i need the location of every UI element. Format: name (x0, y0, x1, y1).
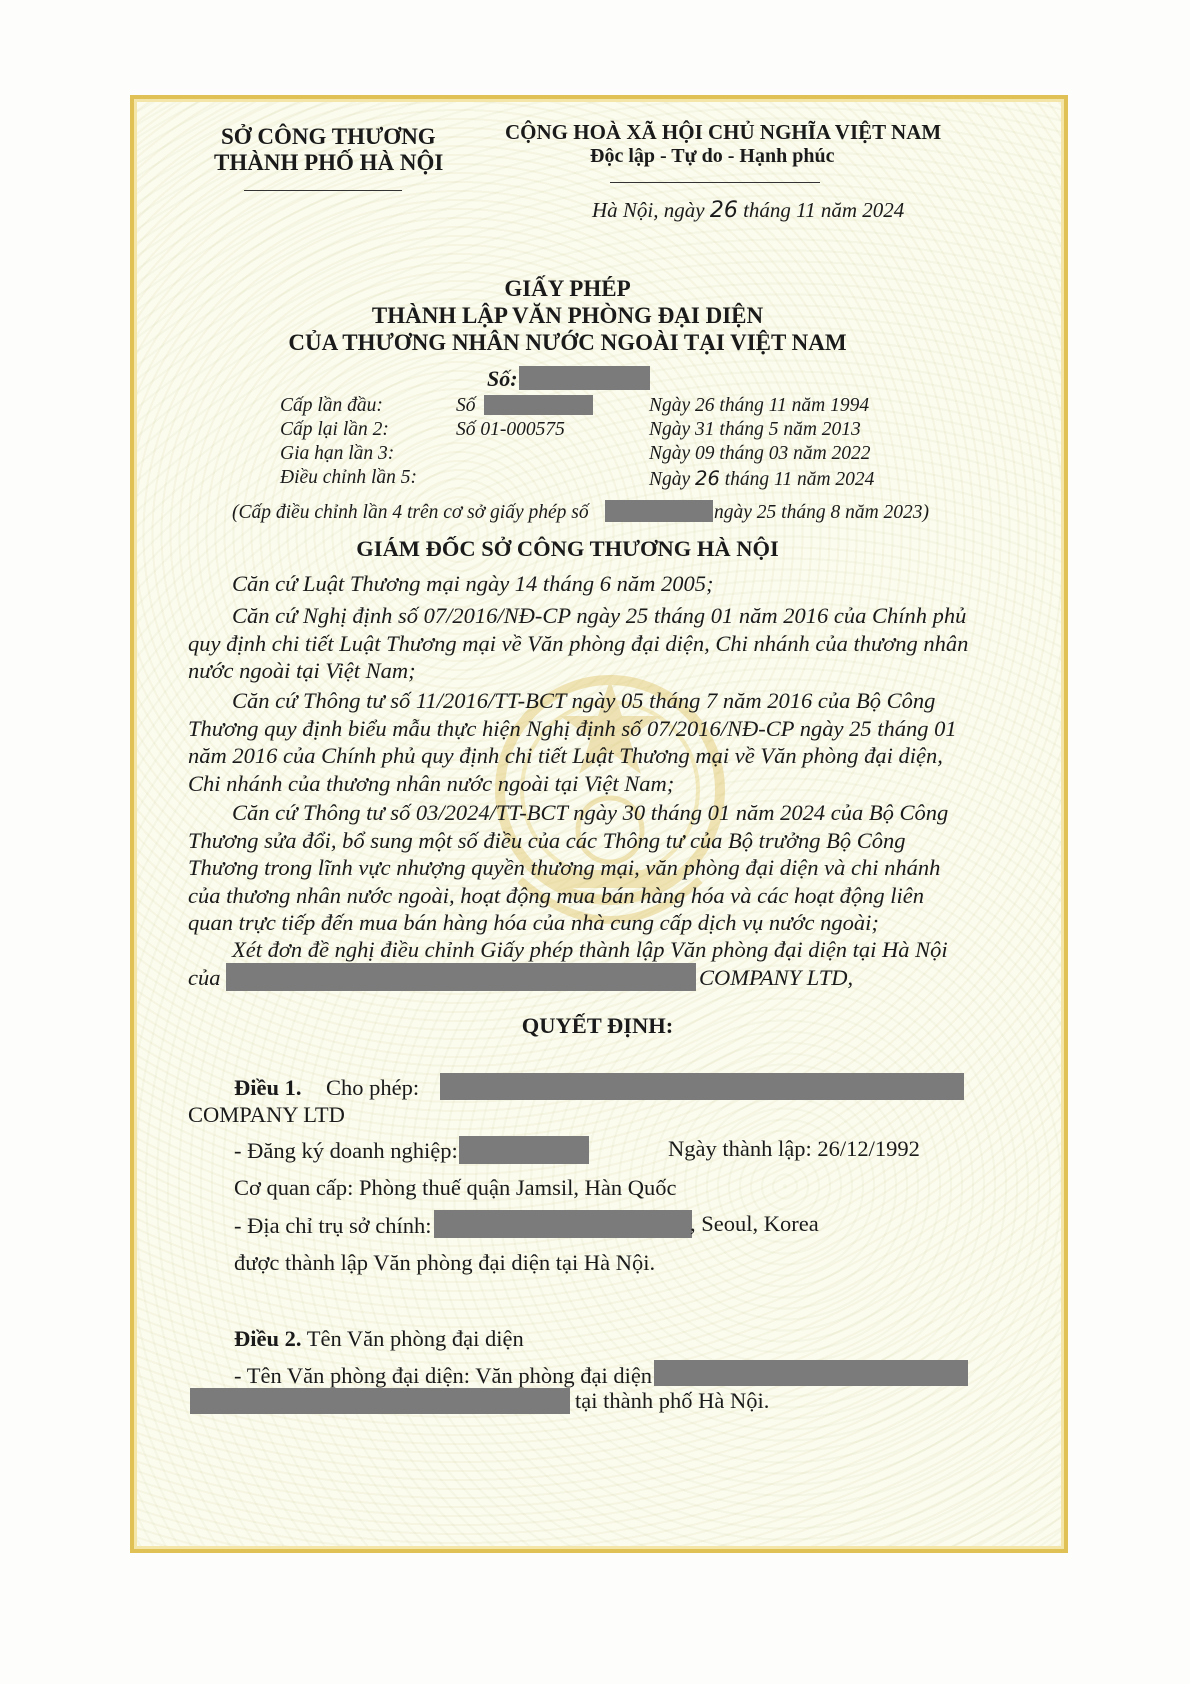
office-name-post: tại thành phố Hà Nội. (575, 1388, 770, 1413)
doc-title-line2: THÀNH LẬP VĂN PHÒNG ĐẠI DIỆN (371, 303, 764, 328)
history-date: Ngày 26 tháng 11 năm 1994 (649, 395, 870, 416)
address-post: , Seoul, Korea (690, 1211, 819, 1236)
article-1-heading: Điều 1. (234, 1075, 302, 1100)
redacted-license-ref (605, 500, 713, 522)
reg-label: - Đăng ký doanh nghiệp: (234, 1138, 458, 1163)
redacted-address (434, 1210, 692, 1238)
office-name-label: - Tên Văn phòng đại diện: Văn phòng đại diện (234, 1363, 653, 1388)
history-label: Điều chỉnh lần 5: (280, 467, 418, 488)
history-number: Số 01-000575 (456, 419, 565, 440)
redacted-company-full (440, 1073, 964, 1100)
basis-2: Căn cứ Nghị định số 07/2016/NĐ-CP ngày 25 tháng 01 năm 2016 của Chính phủ quy định chi tiết Luật Thương mại về Văn phòng đại diện, Chi nhánh của thương nhân nước ngoài tại Việt Nam; (188, 603, 969, 683)
adjust-note-post: ngày 25 tháng 8 năm 2023) (714, 502, 930, 523)
founded-date: Ngày thành lập: 26/12/1992 (668, 1136, 920, 1161)
basis-5-line1: Xét đơn đề nghị điều chỉnh Giấy phép thành lập Văn phòng đại diện tại Hà Nội (232, 937, 948, 962)
issue-date (592, 198, 904, 223)
redacted-office-name-2 (190, 1388, 570, 1414)
date-suffix: tháng 11 năm 2024 (743, 198, 905, 222)
doc-title-line1: GIẤY PHÉP (504, 276, 631, 301)
article-2 (234, 1326, 524, 1352)
basis-3: Căn cứ Thông tư số 11/2016/TT-BCT ngày 05 tháng 7 năm 2016 của Bộ Công Thương quy định biểu mẫu thực hiện Nghị định số 07/2016/NĐ-CP ngày 25 tháng 01 năm 2016 của Chính phủ quy định chi tiết Luật Thương mại về Văn phòng đại diện, Chi nhánh của thương nhân nước ngoài tại Việt Nam; (188, 688, 957, 796)
redacted-office-name-1 (654, 1360, 968, 1386)
article-2-heading: Điều 2. (234, 1326, 302, 1351)
director-title: GIÁM ĐỐC SỞ CÔNG THƯƠNG HÀ NỘI (356, 536, 779, 561)
redacted-company-name (226, 963, 696, 991)
doc-title-line3: CỦA THƯƠNG NHÂN NƯỚC NGOÀI TẠI VIỆT NAM (288, 330, 847, 355)
history-label: Cấp lại lần 2: (280, 419, 389, 440)
decision-heading: QUYẾT ĐỊNH: (521, 1013, 674, 1038)
redacted-license-number (519, 366, 650, 390)
established: được thành lập Văn phòng đại diện tại Hà Nội. (234, 1250, 656, 1275)
address-label: - Địa chỉ trụ sở chính: (234, 1213, 432, 1238)
redacted-reg-number (459, 1136, 589, 1164)
basis-5-post: COMPANY LTD, (699, 965, 854, 990)
article-1-allow: Cho phép: (326, 1075, 420, 1100)
agency-name-line1: SỞ CÔNG THƯƠNG (221, 124, 436, 149)
date-prefix: Hà Nội, ngày (592, 198, 705, 222)
basis-1: Căn cứ Luật Thương mại ngày 14 tháng 6 năm 2005; (232, 571, 714, 596)
history-date: Ngày 26 tháng 11 năm 2024 (649, 467, 875, 490)
motto: Độc lập - Tự do - Hạnh phúc (590, 145, 835, 167)
history-date: Ngày 31 tháng 5 năm 2013 (649, 419, 861, 440)
history-label: Cấp lần đầu: (280, 395, 383, 416)
agency-name-line2: THÀNH PHỐ HÀ NỘI (214, 150, 444, 175)
history-number: Số (456, 395, 476, 416)
agency-underline (244, 190, 402, 191)
article-2-title: Tên Văn phòng đại diện (306, 1326, 524, 1351)
basis-4: Căn cứ Thông tư số 03/2024/TT-BCT ngày 30 tháng 01 năm 2024 của Bộ Công Thương sửa đổi, bổ sung một số điều của các Thông tư của Bộ trưởng Bộ Công Thương trong lĩnh vực nhượng quyền thương mại, văn phòng đại diện và chi nhánh của thương nhân nước ngoài, hoạt động mua bán hàng hóa và các hoạt động liên quan trực tiếp đến mua bán hàng hóa của nhà cung cấp dịch vụ nước ngoài; (188, 800, 949, 935)
republic-name: CỘNG HOÀ XÃ HỘI CHỦ NGHĨA VIỆT NAM (505, 120, 942, 144)
motto-underline (610, 182, 820, 183)
history-label: Gia hạn lần 3: (280, 443, 395, 464)
basis-5-pre: của (188, 965, 221, 990)
article-1-company: COMPANY LTD (188, 1102, 345, 1127)
issuer: Cơ quan cấp: Phòng thuế quận Jamsil, Hàn Quốc (234, 1175, 677, 1200)
adjust-note-pre: (Cấp điều chỉnh lần 4 trên cơ sở giấy phép số (232, 502, 589, 523)
date-day-handwritten: 26 (709, 198, 738, 223)
license-number-label: Số: (487, 366, 518, 391)
redacted-first-number (484, 395, 593, 415)
history-date: Ngày 09 tháng 03 năm 2022 (649, 443, 871, 464)
